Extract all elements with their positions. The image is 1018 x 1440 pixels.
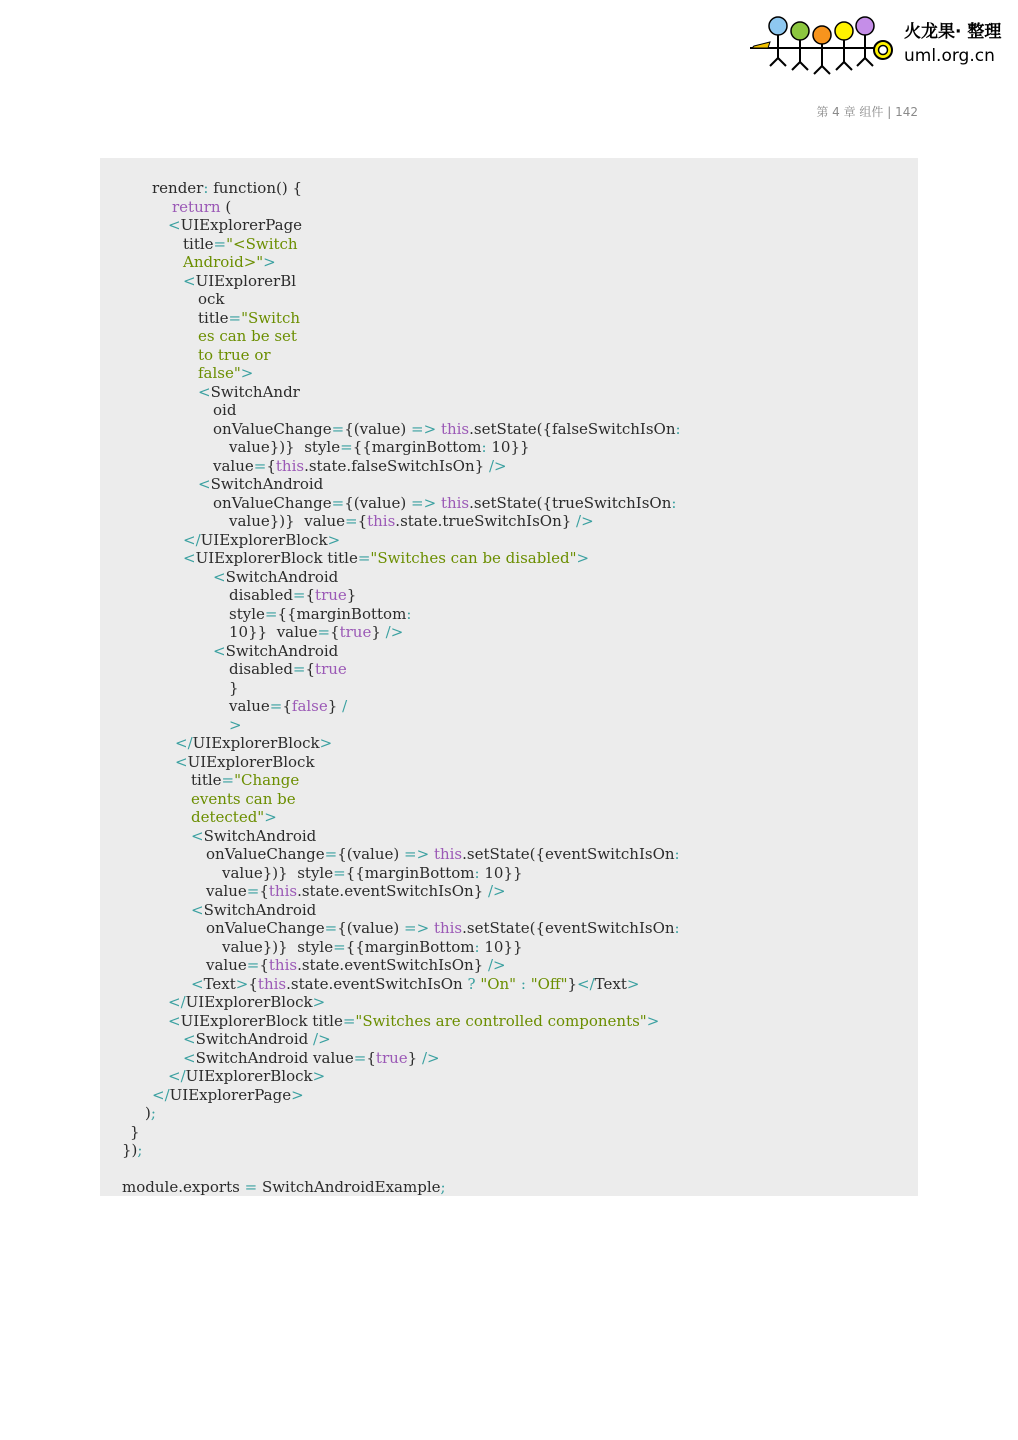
code-token: < — [191, 974, 204, 993]
code-token: = — [317, 623, 331, 641]
code-token: > — [263, 253, 276, 271]
code-token: SwitchAndroid — [195, 1030, 314, 1048]
code-line — [198, 364, 253, 382]
code-token: title — [198, 308, 229, 327]
code-token: "Switches can be disabled" — [370, 549, 577, 567]
code-line — [130, 1123, 140, 1141]
code-token: function() { — [213, 179, 302, 197]
code-token: : — [474, 863, 480, 882]
code-token: UIExplorerBlock — [185, 993, 313, 1011]
code-line — [183, 549, 589, 567]
code-token: Android>" — [183, 253, 264, 271]
code-line — [229, 605, 411, 623]
code-token: title — [183, 234, 214, 253]
code-token: = — [357, 549, 371, 567]
code-token: true — [339, 623, 372, 641]
code-token: this — [268, 882, 298, 900]
code-token: value — [206, 956, 247, 974]
code-line — [198, 290, 225, 308]
code-token: ock — [198, 290, 225, 308]
code-token: = — [221, 771, 235, 789]
code-token: false" — [198, 364, 241, 382]
code-token: </ — [183, 530, 201, 549]
code-token: { — [259, 956, 269, 974]
code-token: SwitchAndr — [210, 382, 300, 401]
code-token: = — [246, 882, 260, 900]
code-line — [229, 623, 403, 641]
code-token: onValueChange — [206, 845, 325, 863]
logo-title: 火龙果· 整理 — [904, 22, 1002, 42]
code-token: /> — [576, 512, 594, 530]
code-token: ; — [137, 1141, 143, 1159]
code-line — [198, 475, 323, 493]
code-token: this — [440, 419, 470, 438]
code-token: value})} style — [222, 863, 334, 882]
code-token: = — [292, 660, 306, 678]
code-token: => — [404, 919, 430, 937]
code-token: : — [474, 937, 480, 956]
code-token: onValueChange — [213, 419, 332, 438]
code-line — [206, 956, 506, 974]
code-line — [191, 808, 277, 826]
code-line — [229, 679, 239, 697]
code-token: SwitchAndroid — [225, 641, 339, 660]
code-token: { — [305, 660, 316, 678]
code-token: .setState({trueSwitchIsOn — [469, 493, 672, 512]
code-token: .state.eventSwitchIsOn} — [297, 882, 488, 900]
code-token: : — [203, 179, 214, 197]
code-token: .setState({eventSwitchIsOn — [462, 919, 675, 937]
code-line — [229, 438, 530, 456]
code-token: oid — [213, 401, 237, 419]
code-token: </ — [152, 1085, 170, 1104]
code-token: > — [240, 364, 254, 382]
code-token: ? — [467, 974, 476, 993]
code-token: true — [315, 660, 347, 678]
code-token: "Switches are controlled components" — [355, 1011, 647, 1030]
code-token: < — [198, 475, 211, 493]
code-line — [183, 272, 296, 290]
code-token: = — [324, 919, 338, 937]
code-token: this — [257, 974, 287, 993]
code-token: this — [367, 512, 396, 530]
code-token: this — [440, 493, 470, 512]
code-token: UIExplorerBlock — [185, 1067, 313, 1085]
code-token: < — [183, 1030, 196, 1048]
code-token: : — [671, 493, 677, 512]
code-token: < — [175, 752, 188, 771]
code-token: UIExplorerPage — [169, 1085, 292, 1104]
code-line — [183, 531, 340, 549]
code-line — [213, 457, 507, 475]
code-token: { — [366, 1048, 376, 1067]
code-line — [168, 1012, 659, 1030]
code-token: UIExplorerPage — [180, 216, 303, 234]
code-token: } — [346, 586, 357, 604]
code-token: = — [269, 697, 283, 715]
code-token: < — [168, 216, 181, 234]
code-line — [152, 1086, 304, 1104]
code-token: < — [198, 382, 211, 401]
code-token: {(value) — [344, 493, 412, 512]
code-token: {(value) — [344, 419, 412, 438]
code-line — [183, 253, 276, 271]
code-token: { — [305, 586, 316, 604]
code-token: UIExplorerBl — [195, 271, 297, 290]
code-token: this — [433, 919, 463, 937]
code-line — [191, 827, 316, 845]
code-block — [100, 158, 918, 1196]
code-token: > — [235, 974, 249, 993]
code-token: "Switch — [241, 308, 301, 327]
code-token: UIExplorerBlock — [187, 752, 315, 771]
code-token: UIExplorerBlock — [200, 530, 328, 549]
code-token: title — [191, 771, 222, 789]
code-token: true — [315, 586, 347, 604]
code-token: { — [248, 974, 258, 993]
code-line — [229, 586, 356, 604]
code-token: = — [344, 512, 358, 530]
code-line — [191, 771, 299, 789]
code-token: < — [183, 1048, 196, 1067]
code-token: .state.eventSwitchIsOn — [286, 974, 468, 993]
code-line — [206, 845, 680, 863]
code-token: </ — [577, 974, 595, 993]
code-token: } — [130, 1122, 140, 1141]
code-token: /> — [421, 1048, 440, 1067]
code-line — [213, 494, 676, 512]
code-line — [191, 901, 316, 919]
code-token: 10}} — [486, 438, 530, 456]
code-line — [198, 346, 271, 364]
code-token: > — [319, 734, 333, 752]
code-token: 10}} value — [229, 623, 318, 641]
code-token: value})} value — [229, 512, 345, 530]
code-line — [175, 734, 332, 752]
code-token: /> — [385, 623, 404, 641]
code-token: < — [213, 641, 226, 660]
code-token: onValueChange — [206, 919, 325, 937]
code-token: { — [266, 456, 276, 475]
code-token: value — [206, 882, 247, 900]
code-token: > — [229, 715, 242, 734]
code-token: SwitchAndroidExample — [257, 1178, 441, 1196]
code-token: : — [520, 974, 526, 993]
code-token: { — [330, 623, 340, 641]
code-token: {{marginBottom — [345, 863, 475, 882]
code-token: ; — [150, 1104, 156, 1122]
code-line — [213, 568, 338, 586]
code-token: /> — [488, 956, 506, 974]
code-token: {{marginBottom — [277, 604, 407, 623]
code-token: to true or — [198, 345, 271, 364]
code-token: false — [291, 697, 328, 715]
code-token: = — [331, 419, 345, 438]
code-token: < — [191, 826, 204, 845]
code-line — [183, 1030, 331, 1048]
code-token: => — [411, 493, 437, 512]
code-token: } — [229, 678, 239, 697]
code-token: 10}} — [479, 863, 523, 882]
code-token: = — [246, 956, 260, 974]
code-token: true — [375, 1048, 408, 1067]
code-line — [168, 1067, 325, 1085]
code-token: > — [264, 808, 277, 826]
code-token: value — [213, 456, 254, 475]
code-line — [213, 401, 236, 419]
code-line — [145, 1104, 156, 1122]
code-line — [175, 753, 315, 771]
code-line — [168, 993, 325, 1011]
code-token: module.exports — [122, 1178, 245, 1196]
code-line — [213, 642, 338, 660]
code-token: UIExplorerBlock — [192, 734, 320, 752]
code-line — [183, 1049, 440, 1067]
code-line — [191, 790, 296, 808]
code-line — [198, 327, 297, 345]
code-token: .state.falseSwitchIsOn} — [304, 456, 489, 475]
code-token: "Off" — [530, 974, 568, 993]
code-token: this — [275, 456, 305, 475]
code-token: < — [183, 549, 196, 567]
code-token: => — [411, 419, 437, 438]
code-token: / — [342, 697, 348, 715]
code-token: value})} style — [229, 438, 341, 456]
code-token: this — [433, 845, 463, 863]
code-token: : — [674, 845, 680, 863]
code-line — [168, 216, 302, 234]
code-token: = — [333, 863, 346, 882]
stick-figures-icon — [748, 12, 898, 78]
logo-site: uml.org.cn — [904, 46, 995, 66]
code-token: > — [646, 1011, 660, 1030]
code-line — [198, 383, 300, 401]
code-token: .setState({falseSwitchIsOn — [469, 419, 676, 438]
code-token: SwitchAndroid — [210, 475, 324, 493]
code-token: ; — [440, 1178, 446, 1196]
code-line — [191, 975, 639, 993]
code-token: { — [282, 697, 292, 715]
code-token: "On" — [480, 974, 517, 993]
code-token: = — [264, 604, 278, 623]
code-token: 10}} — [479, 937, 523, 956]
code-token: = — [213, 234, 227, 253]
code-token: SwitchAndroid — [203, 900, 317, 919]
code-token: } — [407, 1048, 422, 1067]
code-token: Text — [594, 974, 627, 993]
code-token: {{marginBottom — [352, 438, 482, 456]
code-token: disabled — [229, 660, 293, 678]
code-token: ( — [220, 197, 232, 216]
code-token: value — [229, 697, 270, 715]
code-line — [152, 179, 302, 197]
page-header: 第 4 章 组件 | 142 — [816, 105, 918, 119]
code-token: "Change — [234, 771, 300, 789]
code-token: = — [331, 493, 345, 512]
code-token: detected" — [191, 808, 265, 826]
code-token: < — [183, 271, 196, 290]
code-token: = — [253, 456, 267, 475]
code-token: < — [191, 900, 204, 919]
code-line — [229, 716, 242, 734]
code-line — [222, 938, 523, 956]
code-token: = — [292, 586, 306, 604]
code-line — [229, 697, 347, 715]
code-token: => — [404, 845, 430, 863]
site-logo — [748, 12, 1010, 78]
code-line — [213, 420, 681, 438]
code-token: onValueChange — [213, 493, 332, 512]
code-token: disabled — [229, 586, 293, 604]
code-token: } — [371, 623, 386, 641]
code-token: value})} style — [222, 937, 334, 956]
code-token: : — [675, 419, 681, 438]
code-token: = — [340, 438, 353, 456]
code-token: UIExplorerBlock title — [195, 549, 358, 567]
code-line — [206, 919, 680, 937]
code-token: } — [567, 974, 578, 993]
code-token: </ — [168, 993, 186, 1011]
code-line — [183, 235, 298, 253]
code-token: > — [312, 1067, 326, 1085]
code-line — [122, 1141, 142, 1159]
code-token: this — [268, 956, 298, 974]
code-token: "<Switch — [226, 234, 298, 253]
code-token: .state.eventSwitchIsOn} — [297, 956, 488, 974]
code-line — [229, 660, 347, 678]
code-token: > — [312, 993, 326, 1011]
code-token: {(value) — [337, 845, 405, 863]
code-line — [222, 864, 523, 882]
code-token: : — [406, 604, 412, 623]
code-token: SwitchAndroid value — [195, 1048, 354, 1067]
code-token: = — [324, 845, 338, 863]
code-token: </ — [175, 734, 193, 752]
code-token: /> — [313, 1030, 331, 1048]
code-token: }) — [122, 1141, 138, 1159]
code-token: {(value) — [337, 919, 405, 937]
code-line — [122, 1178, 446, 1196]
code-token: UIExplorerBlock title — [180, 1011, 343, 1030]
code-token: events can be — [191, 789, 296, 808]
code-token: = — [333, 937, 346, 956]
code-token: Text — [203, 974, 236, 993]
code-token: > — [327, 530, 341, 549]
code-token: { — [357, 512, 368, 530]
code-token: { — [259, 882, 269, 900]
code-token: = — [353, 1048, 367, 1067]
code-token: .setState({eventSwitchIsOn — [462, 845, 675, 863]
code-line — [229, 512, 594, 530]
code-token: : — [481, 438, 487, 456]
code-token: < — [213, 567, 226, 586]
code-line — [206, 882, 506, 900]
code-token: /> — [488, 882, 506, 900]
code-token: SwitchAndroid — [203, 826, 317, 845]
code-token: < — [168, 1011, 181, 1030]
code-token: : — [674, 919, 680, 937]
code-token: ) — [145, 1104, 151, 1122]
code-token: style — [229, 604, 265, 623]
code-line — [172, 198, 231, 216]
code-token: = — [244, 1178, 258, 1196]
code-token: > — [291, 1085, 304, 1104]
code-token: /> — [488, 456, 507, 475]
code-token: = — [342, 1011, 356, 1030]
code-listing — [100, 158, 918, 1196]
code-token: > — [626, 974, 640, 993]
code-token: SwitchAndroid — [225, 567, 339, 586]
code-token: > — [576, 549, 590, 567]
code-token: = — [228, 308, 242, 327]
code-token: </ — [168, 1067, 186, 1085]
code-token: es can be set — [198, 327, 297, 345]
code-token: .state.trueSwitchIsOn} — [395, 512, 577, 530]
code-line — [198, 309, 300, 327]
code-token: {{marginBottom — [345, 937, 475, 956]
code-token: return — [172, 197, 221, 216]
code-token: render — [152, 179, 204, 197]
code-token: } — [327, 697, 343, 715]
